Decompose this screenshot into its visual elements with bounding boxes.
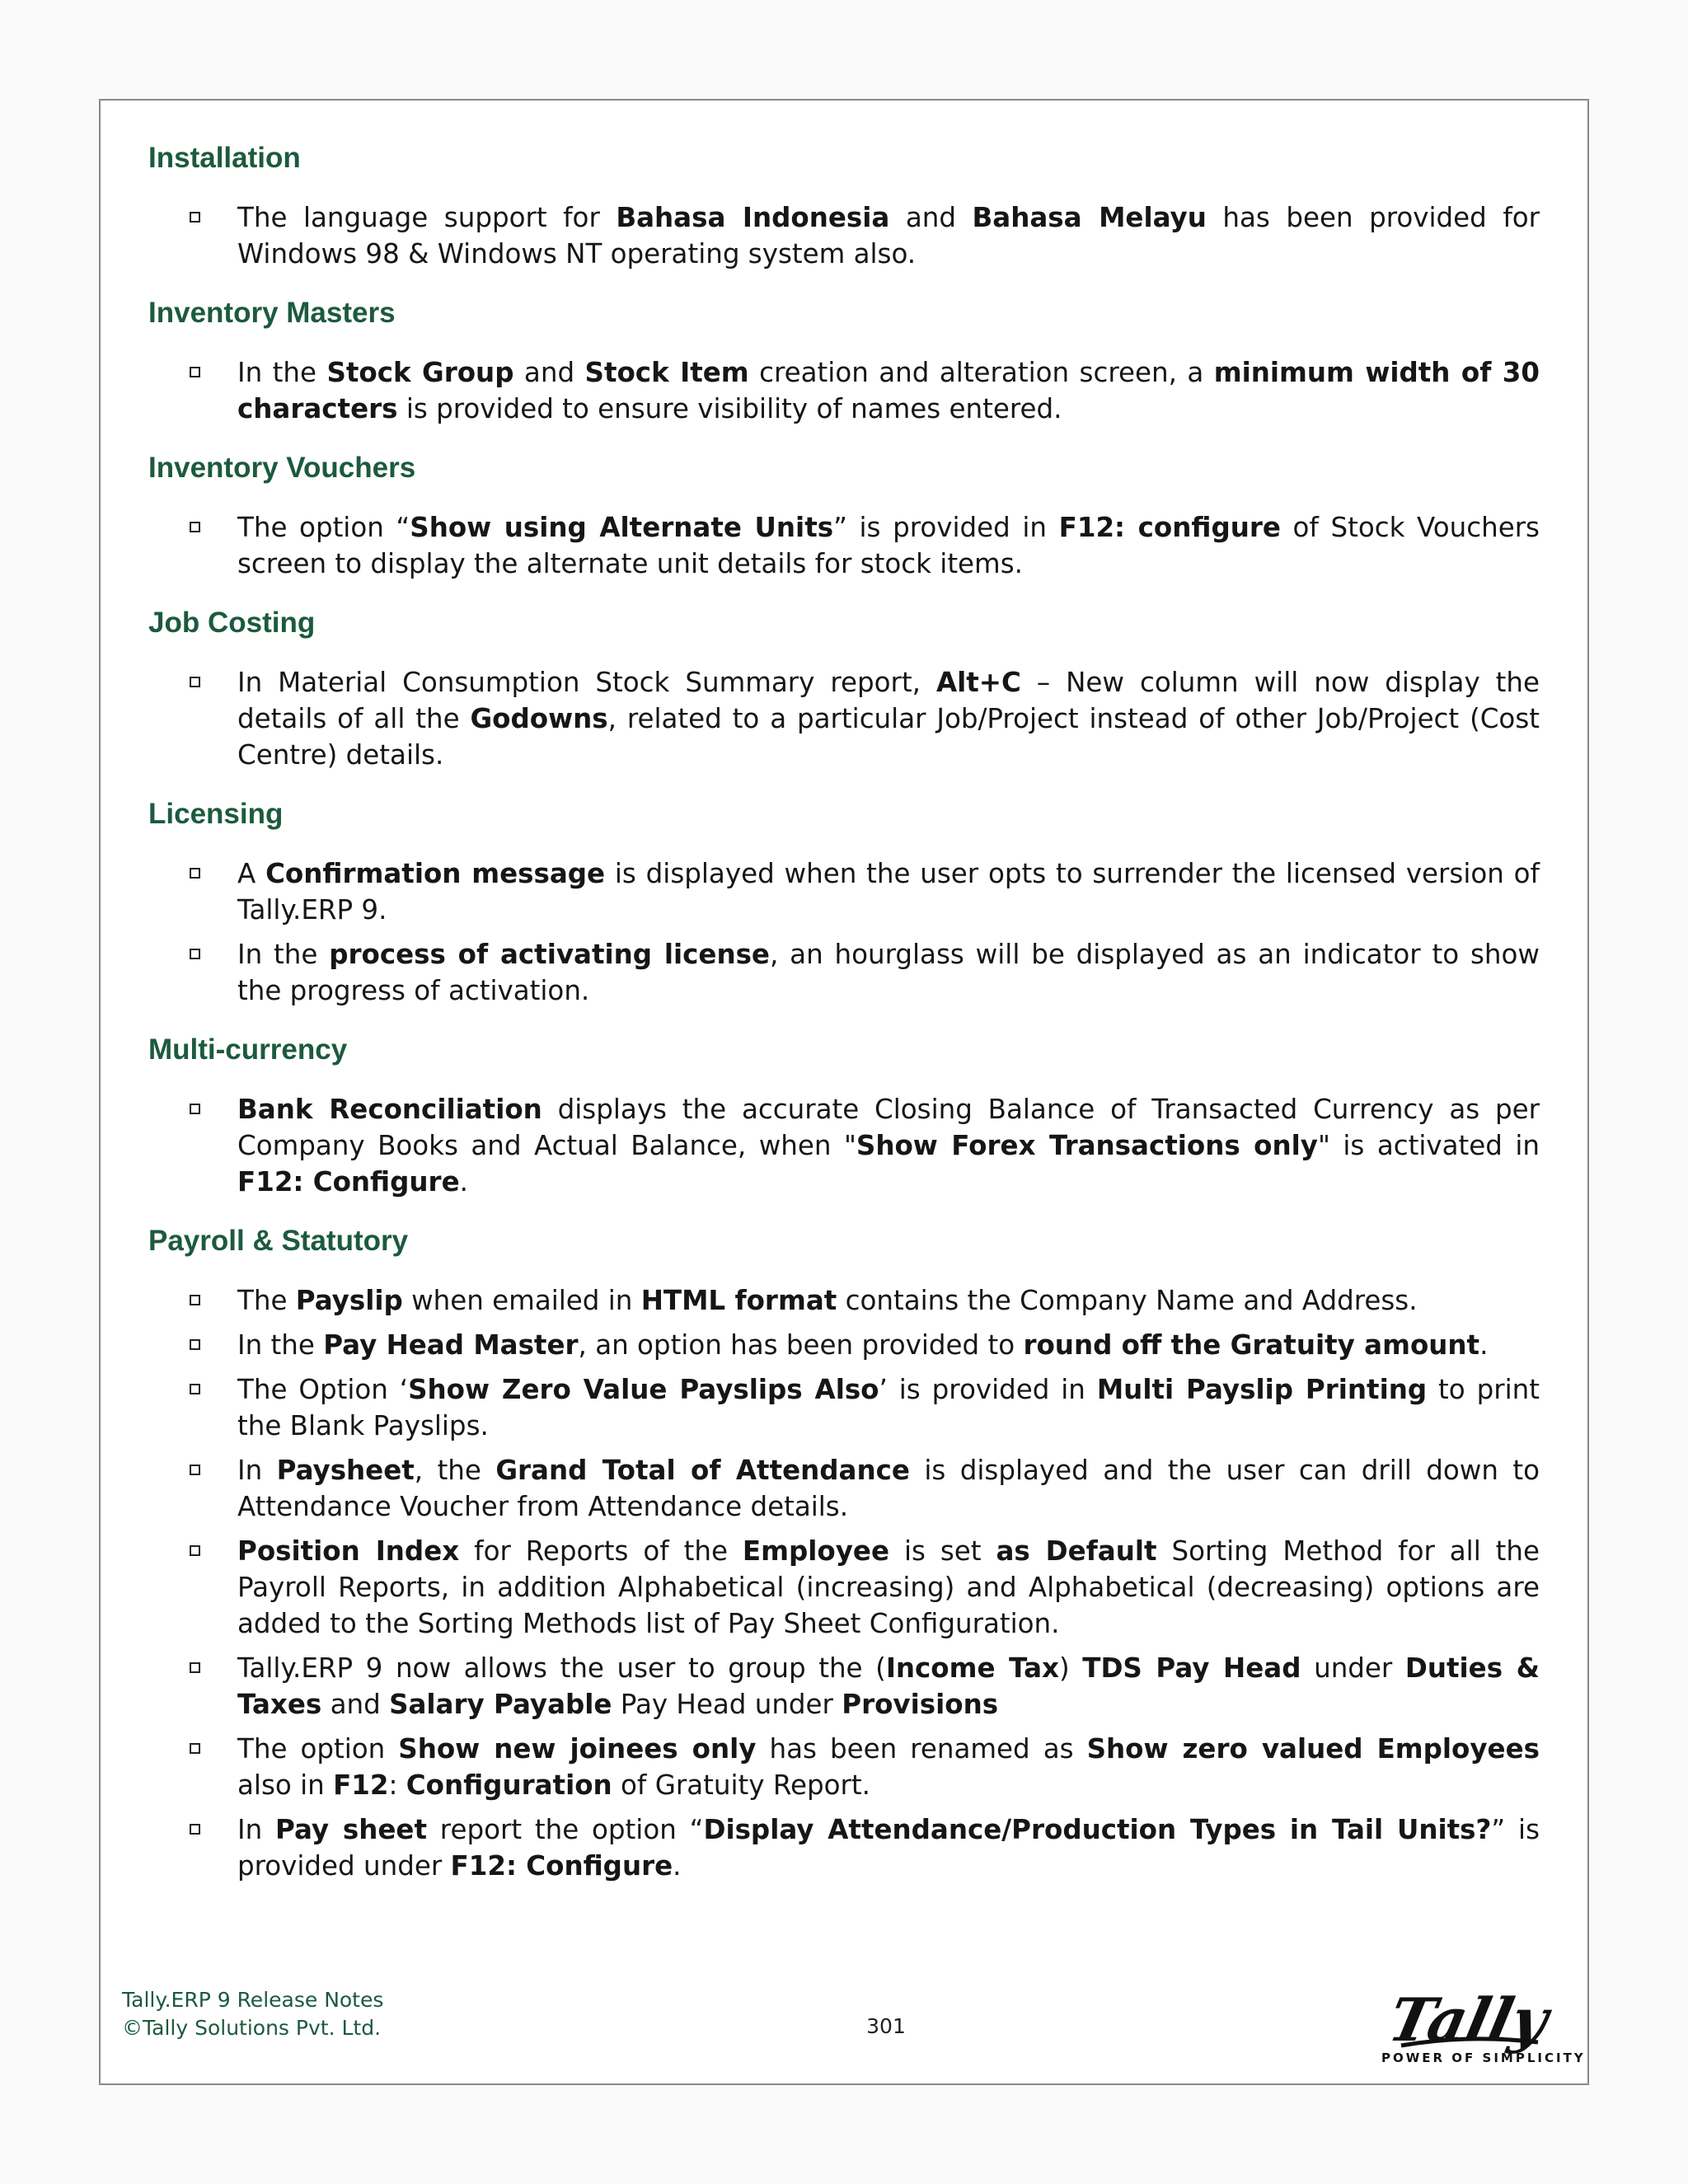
bullet-list xyxy=(148,509,1540,582)
bold-text: Provisions xyxy=(842,1689,999,1720)
square-bullet-icon xyxy=(190,1295,200,1305)
bold-text: Show Forex Transactions only xyxy=(856,1130,1318,1161)
text-run: Tally.ERP 9 now allows the user to group the ( xyxy=(237,1652,886,1684)
bold-text: Bank Reconciliation xyxy=(237,1094,542,1125)
list-item xyxy=(148,509,1540,582)
bold-text: Configuration xyxy=(406,1769,612,1801)
text-run: . xyxy=(1479,1329,1489,1361)
square-bullet-icon xyxy=(190,868,200,879)
section-heading: Licensing xyxy=(148,798,284,830)
text-run: . xyxy=(673,1850,682,1882)
bold-text: TDS Pay Head xyxy=(1082,1652,1301,1684)
bullet-list xyxy=(148,199,1540,272)
text-run: creation and alteration screen, a xyxy=(748,357,1214,388)
bold-text: Godowns xyxy=(470,703,608,734)
square-bullet-icon xyxy=(190,522,200,532)
list-item xyxy=(148,1811,1540,1884)
bold-text: Alt+C xyxy=(935,667,1021,698)
section xyxy=(148,448,1540,582)
bold-text: Pay Head Master xyxy=(323,1329,579,1361)
bold-text: Show new joinees only xyxy=(398,1733,757,1765)
list-item xyxy=(148,1731,1540,1803)
bold-text: Show Zero Value Payslips Also xyxy=(408,1374,879,1405)
footer-credits xyxy=(122,1986,383,2042)
bold-text: F12: configure xyxy=(1058,512,1281,543)
bold-text: F12: Configure xyxy=(450,1850,673,1882)
section-heading: Job Costing xyxy=(148,607,316,639)
text-run: ” is provided in xyxy=(833,512,1059,543)
section xyxy=(148,1030,1540,1200)
text-run: The option xyxy=(237,1733,399,1765)
text-run: The Option ‘ xyxy=(237,1374,409,1405)
text-run: and xyxy=(513,357,585,388)
list-item xyxy=(148,1282,1540,1319)
bold-text: Income Tax xyxy=(885,1652,1059,1684)
bold-text: as Default xyxy=(996,1535,1157,1567)
bold-text: Grand Total of Attendance xyxy=(495,1455,910,1486)
bullet-list xyxy=(148,1091,1540,1200)
list-item xyxy=(148,199,1540,272)
text-run: , an option has been provided to xyxy=(578,1329,1024,1361)
text-run: In Material Consumption Stock Summary report, xyxy=(237,667,936,698)
square-bullet-icon xyxy=(190,1824,200,1835)
bold-text: Confirmation message xyxy=(265,858,606,889)
section-heading: Installation xyxy=(148,142,301,174)
bold-text: Position Index xyxy=(237,1535,460,1567)
bold-text: Pay sheet xyxy=(275,1814,427,1845)
list-item xyxy=(148,855,1540,928)
text-run: ) xyxy=(1059,1652,1083,1684)
text-run: . xyxy=(459,1166,468,1197)
text-run: under xyxy=(1301,1652,1405,1684)
section xyxy=(148,293,1540,427)
list-item xyxy=(148,1533,1540,1642)
text-run: ’ is provided in xyxy=(879,1374,1097,1405)
logo-tagline: POWER OF SIMPLICITY xyxy=(1381,2050,1586,2065)
text-run: report the option “ xyxy=(426,1814,704,1845)
bullet-list xyxy=(148,664,1540,773)
text-run: " is activated in xyxy=(1317,1130,1540,1161)
bold-text: minimum width of 30 characters xyxy=(237,357,1540,424)
bold-text: Display Attendance/Production Types in Tail Units? xyxy=(703,1814,1492,1845)
square-bullet-icon xyxy=(190,1384,200,1394)
bold-text: Bahasa Indonesia xyxy=(616,202,890,233)
bold-text: Payslip xyxy=(295,1285,403,1316)
text-run: of Gratuity Report. xyxy=(612,1769,870,1801)
list-item xyxy=(148,1091,1540,1200)
text-run: also in xyxy=(237,1769,334,1801)
text-run: is provided to ensure visibility of names entered. xyxy=(397,393,1062,424)
text-run: The language support for xyxy=(237,202,617,233)
page-content xyxy=(148,138,1540,1905)
list-item xyxy=(148,936,1540,1009)
bold-text: Paysheet xyxy=(276,1455,415,1486)
bold-text: Salary Payable xyxy=(389,1689,612,1720)
section-heading: Payroll & Statutory xyxy=(148,1225,409,1257)
section-heading: Inventory Vouchers xyxy=(148,452,416,484)
bold-text: Duties & Taxes xyxy=(237,1652,1540,1720)
bold-text: Show zero valued Employees xyxy=(1086,1733,1540,1765)
bold-text: Bahasa Melayu xyxy=(972,202,1207,233)
section xyxy=(148,794,1540,1009)
square-bullet-icon xyxy=(190,212,200,223)
text-run: is displayed and the user can drill down to Attendance Voucher from Attendance details. xyxy=(237,1455,1540,1522)
text-run: and xyxy=(889,202,973,233)
text-run: for Reports of the xyxy=(459,1535,743,1567)
section xyxy=(148,603,1540,773)
text-run: In the xyxy=(237,1329,324,1361)
list-item xyxy=(148,1371,1540,1444)
list-item xyxy=(148,1452,1540,1525)
text-run: A xyxy=(237,858,266,889)
list-item xyxy=(148,1327,1540,1363)
square-bullet-icon xyxy=(190,1339,200,1350)
text-run: Sorting Method for all the Payroll Reports, in addition Alphabetical (increasing) and Alphabetical (decreasing) options are added to the Sorting Methods list of Pay Sheet Configuration. xyxy=(237,1535,1540,1639)
text-run: is set xyxy=(889,1535,996,1567)
text-run: In the xyxy=(237,939,330,970)
bullet-list xyxy=(148,855,1540,1009)
text-run: and xyxy=(321,1689,390,1720)
text-run: to print the Blank Payslips. xyxy=(237,1374,1540,1441)
footer-release-notes: Tally.ERP 9 Release Notes xyxy=(122,1988,384,2012)
text-run: : xyxy=(388,1769,406,1801)
text-run: when emailed in xyxy=(402,1285,641,1316)
square-bullet-icon xyxy=(190,677,200,687)
bold-text: process of activating license xyxy=(329,939,770,970)
bullet-list xyxy=(148,354,1540,427)
list-item xyxy=(148,1650,1540,1722)
text-run: displays the accurate Closing Balance of Transacted Currency as per Company Books and Actual Balance, when " xyxy=(237,1094,1540,1161)
text-run: , the xyxy=(414,1455,496,1486)
text-run: Pay Head under xyxy=(612,1689,842,1720)
bold-text: Stock Item xyxy=(584,357,749,388)
tally-logo-wordmark: Tally xyxy=(1382,1985,1554,2055)
square-bullet-icon xyxy=(190,949,200,959)
section xyxy=(148,1221,1540,1884)
bold-text: round off the Gratuity amount xyxy=(1023,1329,1480,1361)
bold-text: Multi Payslip Printing xyxy=(1096,1374,1428,1405)
text-run: ” is provided under xyxy=(237,1814,1540,1882)
square-bullet-icon xyxy=(190,1545,200,1556)
footer-copyright: ©Tally Solutions Pvt. Ltd. xyxy=(122,2016,382,2040)
section xyxy=(148,138,1540,272)
list-item xyxy=(148,354,1540,427)
square-bullet-icon xyxy=(190,1465,200,1475)
text-run: of Stock Vouchers screen to display the alternate unit details for stock items. xyxy=(237,512,1540,579)
square-bullet-icon xyxy=(190,1104,200,1114)
text-run: is displayed when the user opts to surrender the licensed version of Tally.ERP 9. xyxy=(237,858,1540,926)
bold-text: F12 xyxy=(333,1769,389,1801)
bold-text: Employee xyxy=(742,1535,889,1567)
bullet-list xyxy=(148,1282,1540,1884)
text-run: The option “ xyxy=(237,512,410,543)
text-run: – New column will now display the details of all the xyxy=(237,667,1540,734)
bold-text: Show using Alternate Units xyxy=(410,512,834,543)
text-run: In xyxy=(237,1455,277,1486)
square-bullet-icon xyxy=(190,1662,200,1673)
bold-text: HTML format xyxy=(640,1285,837,1316)
text-run: , an hourglass will be displayed as an indicator to show the progress of activation. xyxy=(237,939,1540,1006)
page-number: 301 xyxy=(866,2014,906,2038)
text-run: has been provided for Windows 98 & Windows NT operating system also. xyxy=(237,202,1540,269)
section-heading: Inventory Masters xyxy=(148,297,396,329)
bold-text: F12: Configure xyxy=(237,1166,460,1197)
text-run: , related to a particular Job/Project instead of other Job/Project (Cost Centre) details. xyxy=(237,703,1540,771)
bold-text: Stock Group xyxy=(326,357,514,388)
text-run: In xyxy=(237,1814,276,1845)
square-bullet-icon xyxy=(190,1743,200,1754)
list-item xyxy=(148,664,1540,773)
square-bullet-icon xyxy=(190,367,200,377)
text-run: contains the Company Name and Address. xyxy=(837,1285,1418,1316)
text-run: has been renamed as xyxy=(756,1733,1087,1765)
text-run: In the xyxy=(237,357,327,388)
text-run: The xyxy=(237,1285,296,1316)
section-heading: Multi-currency xyxy=(148,1033,348,1066)
